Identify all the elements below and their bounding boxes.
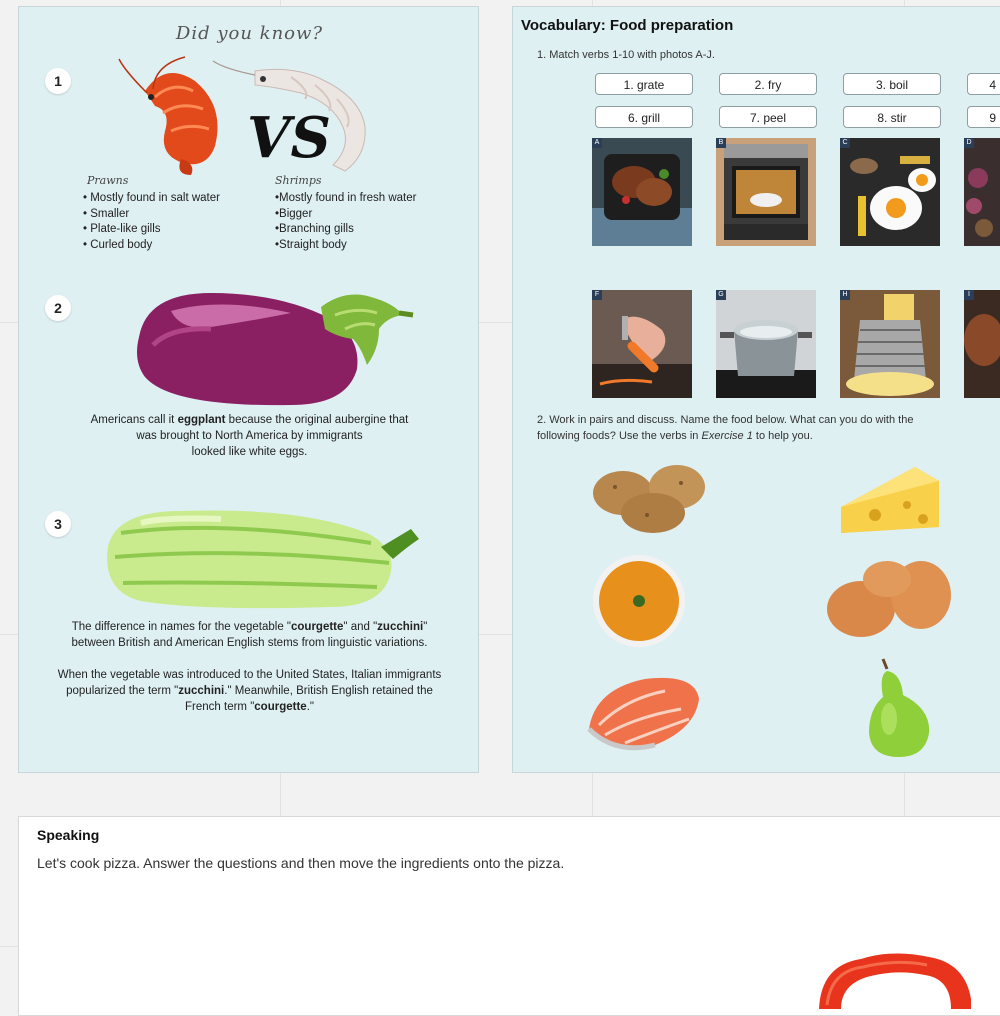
zucchini-paragraph-2: When the vegetable was introduced to the United States, Italian immigrants popularized the term "zucchini." Meanwhile, British English retained the French term "courgette." (57, 669, 442, 713)
zucchini-illustration (101, 507, 423, 611)
salmon-image[interactable] (585, 669, 703, 759)
photo-fried-eggs[interactable] (840, 138, 940, 246)
verb-box-stir[interactable]: 8. stir (843, 106, 941, 128)
photo-letter-tag: F (592, 290, 602, 300)
pear-icon (869, 659, 929, 757)
verb-box-peel[interactable]: 7. peel (719, 106, 817, 128)
photo-letter-tag: B (716, 138, 726, 148)
fact-number-badge: 1 (45, 68, 71, 94)
prawn-vs-shrimp-illustration (115, 51, 375, 179)
speaking-title: Speaking (37, 827, 100, 843)
eggplant-paragraph: Americans call it eggplant because the original aubergine that was brought to North America by immigrants looked like white eggs. (90, 414, 409, 458)
list-item: • Plate-like gills (83, 223, 161, 235)
cheese-icon (841, 467, 939, 533)
photo-grating-cheese[interactable] (840, 290, 940, 398)
photo-peeling-carrot[interactable] (592, 290, 692, 398)
list-item: • Curled body (83, 238, 153, 251)
pear-image[interactable] (861, 657, 937, 761)
pepper-ring-image[interactable] (813, 949, 975, 1009)
cheese-image[interactable] (835, 457, 945, 537)
list-item: •Mostly found in fresh water (275, 192, 417, 204)
photo-i[interactable] (964, 290, 1000, 398)
photo-d[interactable] (964, 138, 1000, 246)
zucchini-icon (107, 510, 419, 608)
list-item: • Smaller (83, 207, 130, 220)
soup-bowl-icon (593, 555, 685, 647)
photo-letter-tag: G (716, 290, 726, 300)
vocabulary-title: Vocabulary: Food preparation (521, 17, 734, 34)
photo-oven[interactable] (716, 138, 816, 246)
soup-image[interactable] (589, 553, 689, 649)
prawns-facts-list (83, 191, 220, 253)
photo-boiling-pot[interactable] (716, 290, 816, 398)
eggplant-icon (137, 293, 413, 405)
photo-letter-tag: D (964, 138, 974, 148)
vs-text: VS (247, 105, 331, 171)
exercise2-instruction: 2. Work in pairs and discuss. Name the food below. What can you do with the following foods? Use the verbs in Exercise 1 to help you. (537, 414, 914, 442)
salmon-steak-icon (589, 678, 699, 750)
did-you-know-card[interactable] (18, 6, 479, 773)
verb-box-4[interactable]: 4 (967, 73, 1000, 95)
verb-box-grill[interactable]: 6. grill (595, 106, 693, 128)
prawn-icon (119, 57, 218, 175)
list-item: •Branching gills (275, 223, 354, 235)
shrimps-facts-list (275, 191, 416, 253)
pepper-ring-icon (819, 953, 971, 1009)
verb-box-boil[interactable]: 3. boil (843, 73, 941, 95)
egg-icon (827, 561, 951, 637)
verb-box-grate[interactable]: 1. grate (595, 73, 693, 95)
photo-letter-tag: I (964, 290, 974, 300)
fact-number-badge: 3 (45, 511, 71, 537)
list-item: •Straight body (275, 238, 347, 251)
list-item: •Bigger (275, 207, 313, 220)
exercise1-instruction: 1. Match verbs 1-10 with photos A-J. (537, 49, 715, 61)
zucchini-paragraph-1: The difference in names for the vegetable "courgette" and "zucchini" between British and American English stems from linguistic variations. (71, 621, 428, 649)
vocabulary-card[interactable] (512, 6, 1000, 773)
verb-box-fry[interactable]: 2. fry (719, 73, 817, 95)
eggs-image[interactable] (825, 557, 955, 641)
potato-icon (593, 465, 705, 533)
fact-number-badge: 2 (45, 295, 71, 321)
eggplant-illustration (131, 285, 415, 411)
photo-letter-tag: C (840, 138, 850, 148)
shrimps-heading: Shrimps (275, 174, 322, 187)
speaking-instruction: Let's cook pizza. Answer the questions and then move the ingredients onto the pizza. (37, 855, 565, 871)
photo-letter-tag: A (592, 138, 602, 148)
photo-letter-tag: H (840, 290, 850, 300)
potatoes-image[interactable] (589, 457, 709, 537)
speaking-card[interactable] (18, 816, 1000, 1016)
prawns-heading: Prawns (87, 174, 129, 187)
photo-grilling-steak[interactable] (592, 138, 692, 246)
did-you-know-title: Did you know? (175, 23, 324, 44)
list-item: • Mostly found in salt water (83, 192, 220, 204)
verb-box-9[interactable]: 9 (967, 106, 1000, 128)
